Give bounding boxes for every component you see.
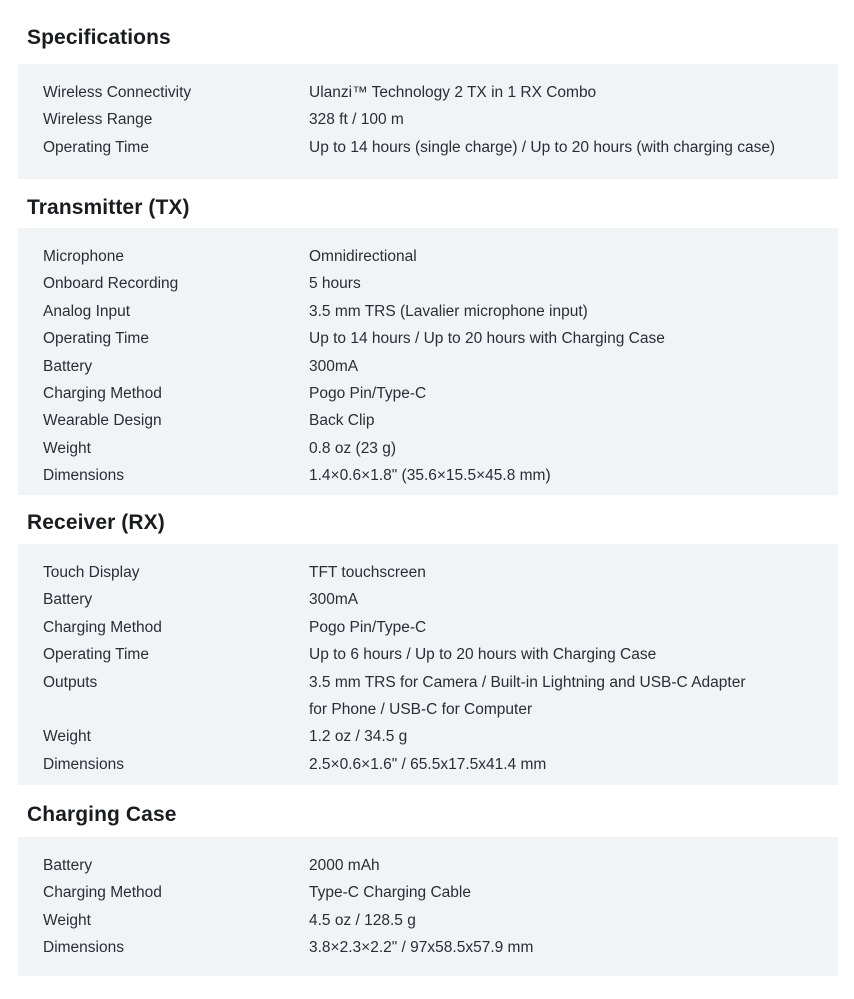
spec-row (18, 559, 838, 586)
spec-value: 1.4×0.6×1.8" (35.6×15.5×45.8 mm) (309, 467, 551, 485)
spec-label: Battery (43, 357, 93, 375)
spec-label: Onboard Recording (43, 275, 179, 293)
spec-label: Wireless Range (43, 111, 153, 129)
section-title-specifications: Specifications (27, 26, 171, 49)
spec-row (18, 380, 838, 407)
spec-value: 328 ft / 100 m (309, 111, 404, 129)
spec-label: Weight (43, 911, 91, 929)
spec-row (18, 79, 838, 106)
spec-row (18, 586, 838, 613)
spec-row (18, 669, 838, 724)
spec-label: Microphone (43, 248, 124, 265)
spec-value: Pogo Pin/Type-C (309, 618, 427, 636)
spec-value: 2.5×0.6×1.6" / 65.5x17.5x41.4 mm (309, 755, 547, 773)
specs-panel-charging-case (18, 837, 838, 976)
spec-row (18, 270, 838, 297)
spec-row (18, 325, 838, 352)
spec-row (18, 134, 838, 161)
specs-panel-transmitter (18, 228, 838, 495)
spec-value: TFT touchscreen (309, 564, 426, 581)
spec-row (18, 353, 838, 380)
spec-value: Ulanzi™ Technology 2 TX in 1 RX Combo (309, 84, 597, 101)
spec-value: 5 hours (309, 275, 361, 293)
spec-row (18, 751, 838, 778)
spec-value: 0.8 oz (23 g) (309, 439, 397, 457)
spec-label: Operating Time (43, 646, 149, 664)
spec-value: 300mA (309, 357, 359, 375)
specs-panel-receiver (18, 544, 838, 785)
spec-row (18, 614, 838, 641)
spec-row (18, 723, 838, 750)
spec-value: Omnidirectional (309, 248, 417, 265)
spec-label: Dimensions (43, 939, 124, 957)
spec-value: Up to 6 hours / Up to 20 hours with Charging Case (309, 646, 657, 664)
spec-row (18, 407, 838, 434)
spec-value: 1.2 oz / 34.5 g (309, 728, 408, 746)
spec-row (18, 907, 838, 934)
spec-row (18, 852, 838, 879)
spec-label: Analog Input (43, 302, 131, 320)
spec-label: Wireless Connectivity (43, 84, 192, 101)
section-title-receiver: Receiver (RX) (27, 511, 165, 534)
spec-label: Dimensions (43, 755, 124, 773)
spec-label: Charging Method (43, 385, 162, 403)
spec-row (18, 641, 838, 668)
spec-label: Outputs (43, 673, 98, 691)
spec-value: 3.8×2.3×2.2" / 97x58.5x57.9 mm (309, 939, 534, 957)
spec-value: 3.5 mm TRS (Lavalier microphone input) (309, 302, 588, 320)
spec-label: Weight (43, 728, 91, 746)
spec-label: Battery (43, 591, 93, 609)
spec-row (18, 435, 838, 462)
section-title-transmitter: Transmitter (TX) (27, 196, 190, 219)
spec-row (18, 879, 838, 906)
spec-label: Wearable Design (43, 412, 162, 430)
spec-value: Back Clip (309, 412, 375, 430)
section-title-charging-case: Charging Case (27, 803, 177, 826)
spec-label: Operating Time (43, 138, 149, 156)
spec-label: Dimensions (43, 467, 124, 485)
spec-value: Pogo Pin/Type-C (309, 385, 427, 403)
spec-label: Operating Time (43, 330, 149, 348)
spec-row (18, 462, 838, 489)
spec-label: Charging Method (43, 884, 162, 902)
specs-panel-general (18, 64, 838, 179)
spec-value: 4.5 oz / 128.5 g (309, 911, 416, 929)
spec-label: Touch Display (43, 564, 140, 581)
spec-row (18, 106, 838, 133)
spec-label: Weight (43, 439, 91, 457)
spec-value: 300mA (309, 591, 359, 609)
spec-row (18, 934, 838, 961)
spec-row (18, 298, 838, 325)
spec-row (18, 243, 838, 270)
spec-label: Battery (43, 857, 93, 874)
spec-value: 3.5 mm TRS for Camera / Built-in Lightning and USB-C Adapter for Phone / USB-C for Computer (309, 673, 746, 719)
spec-value: 2000 mAh (309, 857, 380, 874)
spec-label: Charging Method (43, 618, 162, 636)
spec-value: Up to 14 hours (single charge) / Up to 20 hours (with charging case) (309, 138, 776, 156)
spec-value: Type-C Charging Cable (309, 884, 471, 902)
spec-value: Up to 14 hours / Up to 20 hours with Charging Case (309, 330, 665, 348)
